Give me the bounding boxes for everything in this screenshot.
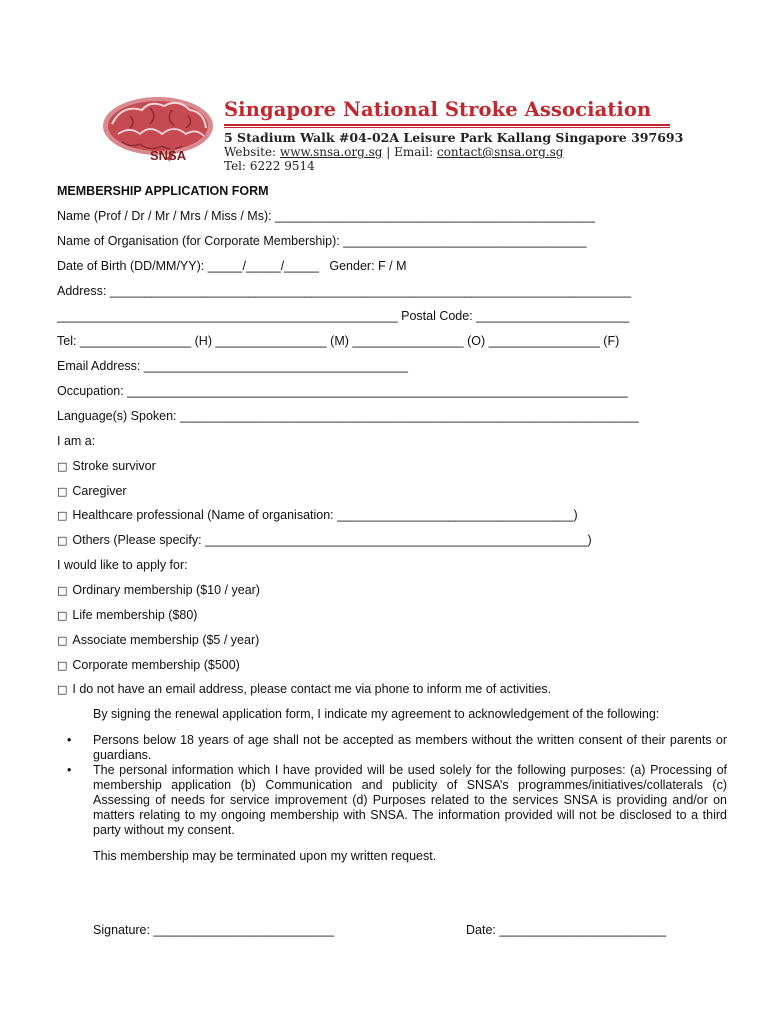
list-item (63, 763, 727, 838)
no-email-checkbox[interactable]: □ I do not have an email address, please contact me via phone to inform me of activities. (57, 682, 551, 696)
brain-logo-icon (100, 94, 218, 164)
telephone-fields[interactable]: Tel: ________________ (H) ________________ (M) ________________ (O) ________________ (F) (57, 334, 620, 348)
bullet-text: Persons below 18 years of age shall not be accepted as members without the written consent of their parents or guardians. (93, 733, 727, 762)
address-field[interactable]: Address: ___________________________________________________________________________ (57, 284, 632, 298)
bullet-icon: • (67, 733, 72, 747)
organisation-field[interactable]: Name of Organisation (for Corporate Membership): ___________________________________ (57, 234, 587, 248)
website-link[interactable]: www.snsa.org.sg (279, 145, 383, 159)
membership-checkbox-corporate[interactable]: □ Corporate membership ($500) (57, 658, 240, 672)
postal-code-field[interactable]: _________________________________________________ Postal Code: ______________________ (57, 309, 630, 323)
role-checkbox-caregiver[interactable]: □ Caregiver (57, 484, 127, 498)
name-field[interactable]: Name (Prof / Dr / Mr / Mrs / Miss / Ms): ______________________________________________ (57, 209, 595, 223)
organisation-name: Singapore National Stroke Association (224, 98, 652, 121)
membership-checkbox-associate[interactable]: □ Associate membership ($5 / year) (57, 633, 259, 647)
form-title: MEMBERSHIP APPLICATION FORM (57, 184, 269, 198)
languages-field[interactable]: Language(s) Spoken: __________________________________________________________________ (57, 409, 639, 423)
membership-checkbox-life[interactable]: □ Life membership ($80) (57, 608, 197, 622)
organisation-address: 5 Stadium Walk #04-02A Leisure Park Kallang Singapore 397693 (224, 130, 684, 145)
occupation-field[interactable]: Occupation: ________________________________________________________________________ (57, 384, 628, 398)
email-field[interactable]: Email Address: ______________________________________ (57, 359, 409, 373)
email-link[interactable]: contact@snsa.org.sg (436, 145, 564, 159)
gender-field[interactable]: Gender: F / M (329, 259, 407, 273)
contact-line (224, 145, 563, 159)
header-rule (224, 124, 670, 126)
bullet-icon: • (67, 763, 72, 777)
role-checkbox-healthcare-professional[interactable]: □ Healthcare professional (Name of organisation: __________________________________) (57, 508, 578, 522)
role-checkbox-stroke-survivor[interactable]: □ Stroke survivor (57, 459, 156, 473)
date-field[interactable]: Date: ________________________ (466, 923, 667, 937)
membership-checkbox-ordinary[interactable]: □ Ordinary membership ($10 / year) (57, 583, 260, 597)
logo-text: SNSA (150, 148, 187, 163)
apply-for-label: I would like to apply for: (57, 558, 188, 572)
list-item (63, 733, 727, 763)
website-label: Website: (224, 145, 280, 159)
dob-field[interactable]: Date of Birth (DD/MM/YY): _____/_____/_____ (57, 259, 319, 273)
agreement-intro: By signing the renewal application form, I indicate my agreement to acknowledgement of the following: (93, 707, 660, 721)
bullet-text: The personal information which I have provided will be used solely for the following purposes: (a) Processing of membership application (b) Communication and publicity of SNSA’s programmes/initiatives/collaterals (c) Assessing of needs for service improvement (d) Purposes related to the services SNSA is providing and/or on matters relating to my ongoing membership with SNSA. The information provided will not be disclosed to a third party without my consent. (93, 763, 727, 837)
role-checkbox-others[interactable]: □ Others (Please specify: _______________________________________________________) (57, 533, 592, 547)
dob-gender-row (57, 259, 406, 273)
i-am-a-label: I am a: (57, 434, 96, 448)
header-rule-thin (224, 127, 670, 128)
agreement-list (63, 733, 727, 838)
signature-field[interactable]: Signature: __________________________ (93, 923, 335, 937)
email-separator: | Email: (382, 145, 437, 159)
termination-note: This membership may be terminated upon my written request. (93, 849, 437, 863)
telephone: Tel: 6222 9514 (224, 159, 315, 173)
